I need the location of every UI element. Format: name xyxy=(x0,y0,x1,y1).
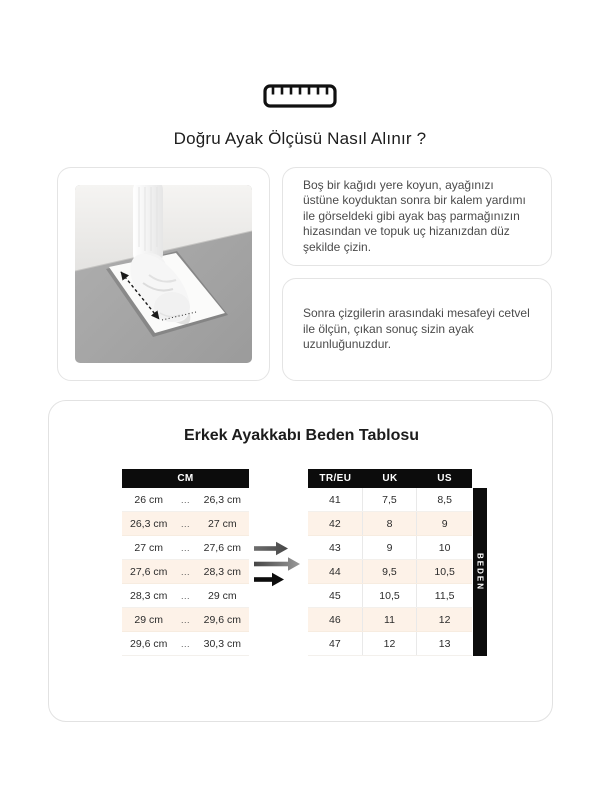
foot-measurement-photo xyxy=(57,167,270,381)
conversion-table-row xyxy=(308,488,472,512)
cm-table-row xyxy=(122,584,249,608)
cm-table-row xyxy=(122,512,249,536)
cm-table-body xyxy=(122,488,249,656)
range-separator: ... xyxy=(180,590,190,601)
us-size: 8,5 xyxy=(437,493,452,506)
uk-size: 11 xyxy=(363,608,418,631)
conversion-table-header xyxy=(308,469,472,488)
uk-size: 10,5 xyxy=(363,584,418,607)
us-size: 12 xyxy=(438,613,451,626)
measure-arrow-icon xyxy=(75,185,252,363)
cm-to-value: 30,3 cm xyxy=(203,637,241,650)
conversion-table-row xyxy=(308,536,472,560)
us-size: 10,5 xyxy=(434,565,455,578)
conversion-table-row xyxy=(308,512,472,536)
cm-from-value: 28,3 cm xyxy=(129,589,168,602)
tr-eu-size: 42 xyxy=(308,512,363,535)
cm-from-value: 29,6 cm xyxy=(129,637,168,650)
instruction-step-2 xyxy=(282,278,552,381)
size-table-section xyxy=(48,400,553,722)
cm-to-value: 29,6 cm xyxy=(203,613,241,626)
cm-table-row xyxy=(122,608,249,632)
conversion-table-row xyxy=(308,560,472,584)
ruler-icon xyxy=(263,84,337,108)
tr-eu-size: 45 xyxy=(308,584,363,607)
instruction-section xyxy=(57,167,552,381)
cm-table-row xyxy=(122,488,249,512)
conversion-table-row xyxy=(308,584,472,608)
cm-size-table xyxy=(122,469,249,656)
range-separator: ... xyxy=(180,614,190,625)
tr-eu-size: 47 xyxy=(308,632,363,655)
conversion-table-body xyxy=(308,488,472,656)
cm-from-value: 26,3 cm xyxy=(129,517,168,530)
us-size: 10 xyxy=(438,541,451,554)
tr-eu-size: 44 xyxy=(308,560,363,583)
tr-eu-size: 43 xyxy=(308,536,363,559)
cm-table-header: CM xyxy=(122,469,249,488)
conversion-size-table xyxy=(308,469,472,656)
conversion-table-row xyxy=(308,632,472,656)
cm-from-value: 27 cm xyxy=(134,541,163,554)
cm-to-value: 26,3 cm xyxy=(203,493,241,506)
transfer-arrows-icon xyxy=(254,541,304,587)
range-separator: ... xyxy=(180,518,190,529)
range-separator: ... xyxy=(180,494,190,505)
uk-size: 12 xyxy=(363,632,418,655)
conversion-column-header: TR/EU xyxy=(319,473,352,484)
tr-eu-size: 41 xyxy=(308,488,363,511)
cm-to-value: 28,3 cm xyxy=(203,565,241,578)
conversion-column-header: UK xyxy=(382,473,398,484)
size-section-title: Erkek Ayakkabı Beden Tablosu xyxy=(183,427,420,444)
instruction-step-1 xyxy=(282,167,552,266)
uk-size: 9,5 xyxy=(363,560,418,583)
uk-size: 7,5 xyxy=(363,488,418,511)
cm-from-value: 26 cm xyxy=(134,493,163,506)
page-title: Doğru Ayak Ölçüsü Nasıl Alınır ? xyxy=(173,129,427,148)
cm-table-row xyxy=(122,632,249,656)
tr-eu-size: 46 xyxy=(308,608,363,631)
instruction-step-1-text: Boş bir kağıdı yere koyun, ayağınızı üstüne koyduktan sonra bir kalem yardımı ile görseldeki gibi ayak baş parmağınızın hizasından ve topuk uç hizanızdan düz şekilde çizin. xyxy=(303,177,526,254)
range-separator: ... xyxy=(180,542,190,553)
cm-from-value: 27,6 cm xyxy=(129,565,168,578)
cm-to-value: 29 cm xyxy=(208,589,237,602)
cm-to-value: 27 cm xyxy=(208,517,237,530)
conversion-column-header: US xyxy=(437,473,452,484)
us-size: 9 xyxy=(441,517,448,530)
range-separator: ... xyxy=(180,566,190,577)
us-size: 13 xyxy=(438,637,451,650)
conversion-table-row xyxy=(308,608,472,632)
us-size: 11,5 xyxy=(434,589,455,602)
cm-table-row xyxy=(122,560,249,584)
range-separator: ... xyxy=(180,638,190,649)
instruction-step-2-text: Sonra çizgilerin arasındaki mesafeyi cetvel ile ölçün, çıkan sonuç sizin ayak uzunluğunuzdur. xyxy=(303,306,530,352)
cm-table-row xyxy=(122,536,249,560)
uk-size: 8 xyxy=(363,512,418,535)
cm-to-value: 27,6 cm xyxy=(203,541,241,554)
uk-size: 9 xyxy=(363,536,418,559)
cm-from-value: 29 cm xyxy=(134,613,163,626)
beden-side-label: BEDEN xyxy=(473,488,487,656)
